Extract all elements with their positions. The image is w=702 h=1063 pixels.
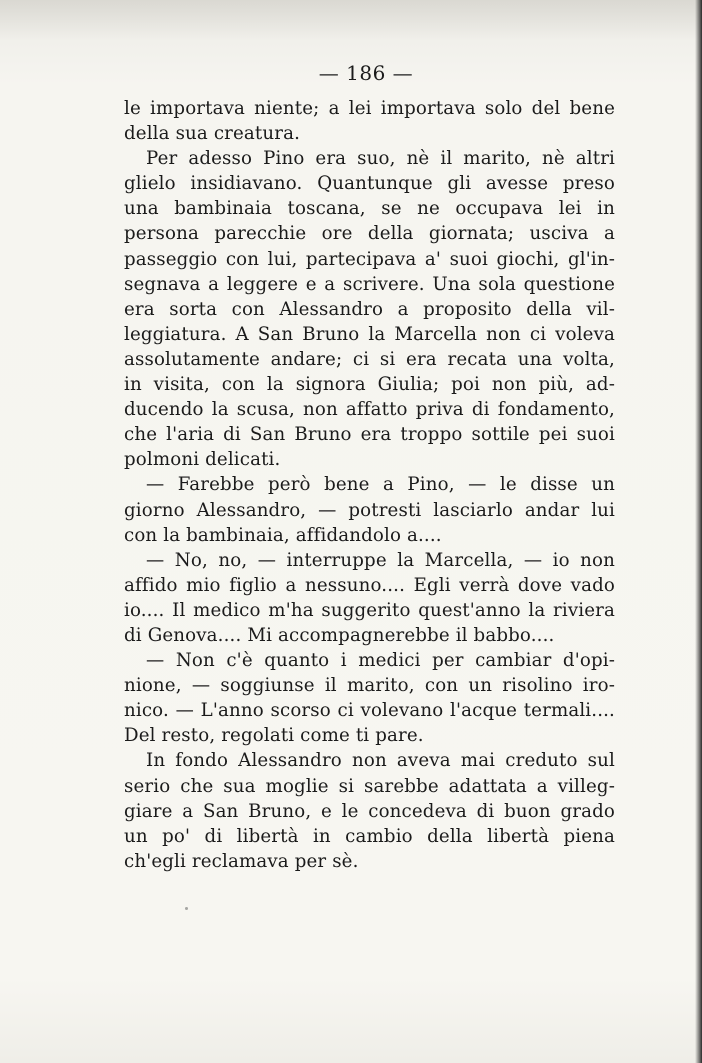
text-line: che l'aria di San Bruno era troppo sottile pei suoi (124, 424, 615, 446)
text-line: della sua creatura. (124, 123, 301, 145)
text-line: un po' di libertà in cambio della libertà piena (124, 825, 615, 847)
scan-speck (185, 907, 188, 910)
text-line: ch'egli reclamava per sè. (124, 850, 359, 872)
text-line: una bambinaia toscana, se ne occupava lei in (124, 198, 615, 220)
text-line: nione, — soggiunse il marito, con un risolino iro- (124, 675, 615, 697)
text-line: glielo insidiavano. Quantunque gli avesse preso (124, 173, 615, 195)
text-line: ducendo la scusa, non affatto priva di fondamento, (124, 399, 615, 421)
text-line: giare a San Bruno, e le concedeva di buon grado (124, 800, 615, 822)
text-line: nico. — L'anno scorso ci volevano l'acque termali.... (124, 700, 615, 722)
text-line: segnava a leggere e a scrivere. Una sola questione (124, 273, 615, 295)
text-line: affido mio figlio a nessuno.... Egli verrà dove vado (124, 574, 615, 596)
text-line: passeggio con lui, partecipava a' suoi giochi, gl'in- (124, 248, 615, 270)
page-top-shadow (0, 0, 702, 40)
page-number: — 186 — (318, 61, 414, 85)
text-line: Del resto, regolati come ti pare. (124, 725, 424, 747)
text-line: In fondo Alessandro non aveva mai creduto sul (146, 750, 615, 772)
page-binding-edge (695, 0, 702, 1063)
text-line: assolutamente andare; ci si era recata una volta, (124, 348, 615, 370)
text-line: serio che sua moglie si sarebbe adattata a villeg- (124, 775, 615, 797)
text-line: — Farebbe però bene a Pino, — le disse un (146, 474, 615, 496)
text-line: era sorta con Alessandro a proposito della vil- (124, 298, 615, 320)
text-line: leggiatura. A San Bruno la Marcella non ci voleva (124, 323, 615, 345)
text-line: con la bambinaia, affidandolo a.... (124, 524, 442, 546)
text-line: io.... Il medico m'ha suggerito quest'anno la riviera (124, 599, 615, 621)
text-line: le importava niente; a lei importava solo del bene (124, 98, 615, 119)
text-line: persona parecchie ore della giornata; usciva a (124, 223, 615, 245)
text-line: polmoni delicati. (124, 449, 281, 471)
text-line: — No, no, — interruppe la Marcella, — io non (146, 549, 615, 571)
text-line: — Non c'è quanto i medici per cambiar d'opi- (146, 650, 615, 672)
text-line: giorno Alessandro, — potresti lasciarlo andar lui (124, 499, 615, 521)
text-line: in visita, con la signora Giulia; poi non più, ad- (124, 374, 615, 396)
text-line: di Genova.... Mi accompagnerebbe il babbo.... (124, 624, 555, 646)
body-text (124, 96, 615, 874)
text-line: Per adesso Pino era suo, nè il marito, nè altri (146, 148, 615, 170)
